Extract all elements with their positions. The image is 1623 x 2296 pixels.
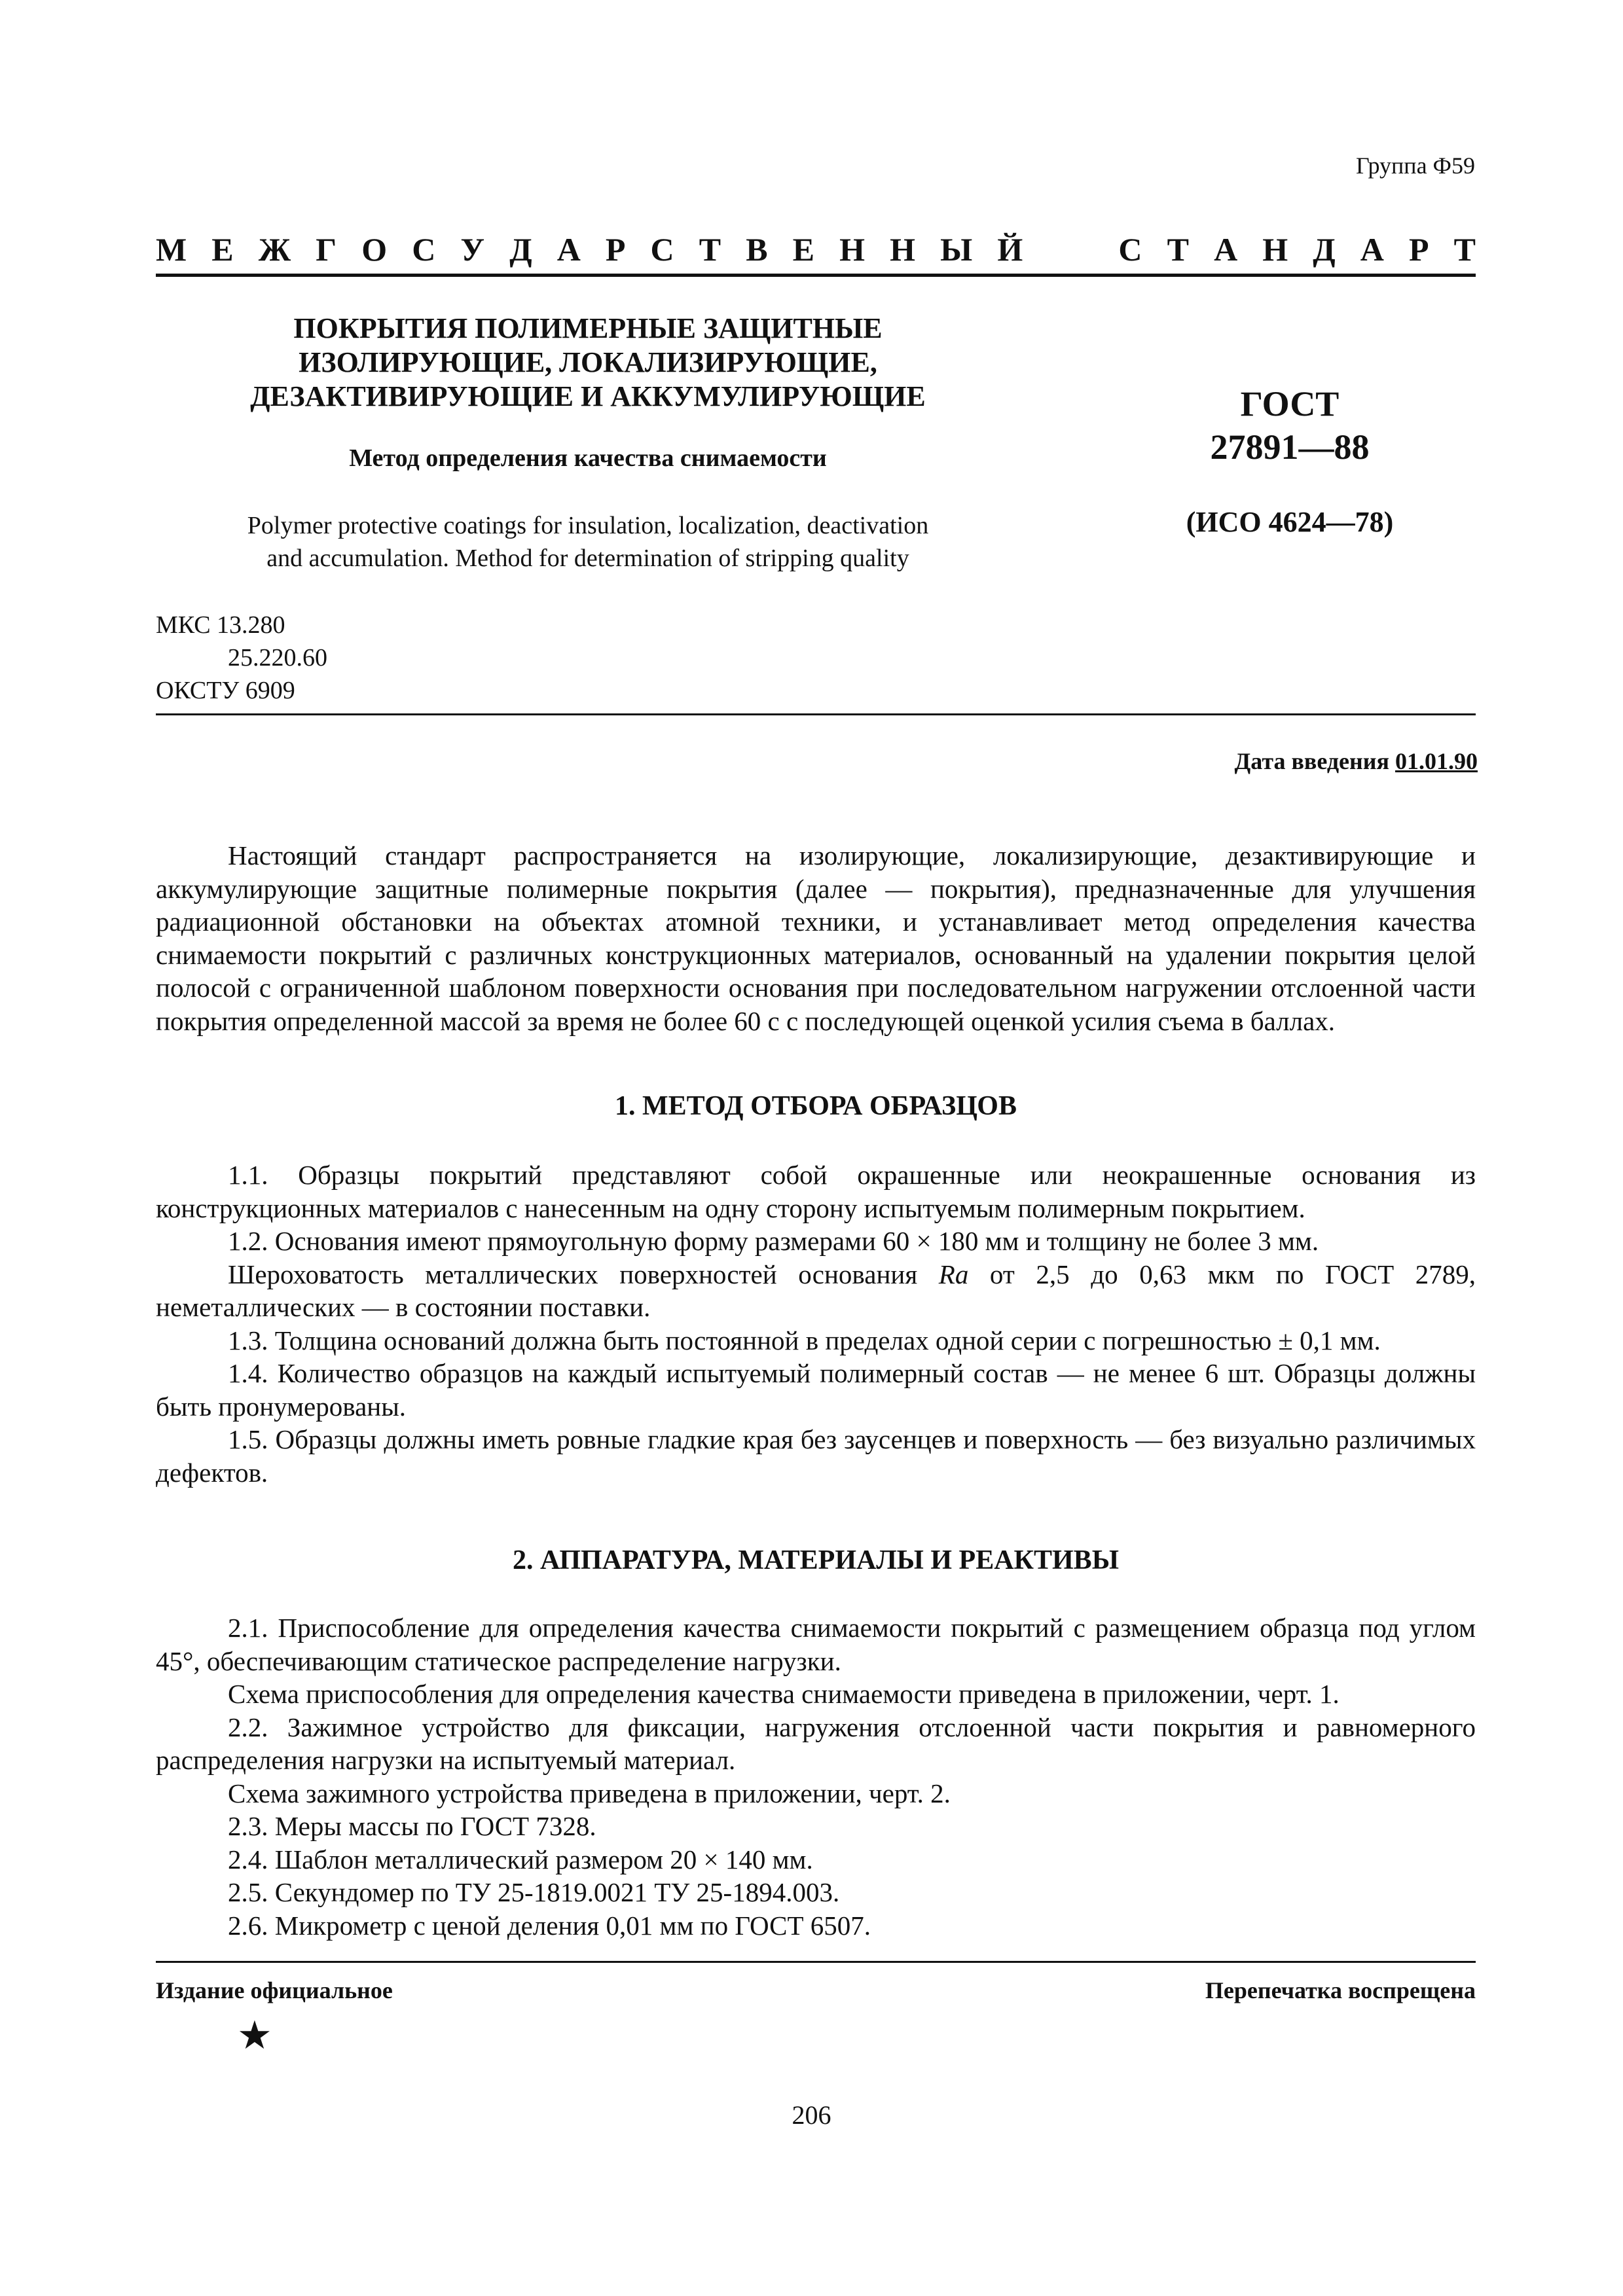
banner-letter: М bbox=[156, 231, 187, 268]
paragraph-2-5: 2.5. Секундомер по ТУ 25-1819.0021 ТУ 25-1894.003. bbox=[228, 1877, 840, 1907]
gost-number: 27891—88 bbox=[1210, 427, 1370, 467]
banner-letter: С bbox=[650, 231, 674, 268]
gost-label: ГОСТ bbox=[1240, 384, 1340, 423]
section-1-heading: 1. МЕТОД ОТБОРА ОБРАЗЦОВ bbox=[614, 1091, 1017, 1121]
paragraph-roughness bbox=[156, 1258, 1476, 1324]
banner-letter: Р bbox=[1408, 231, 1429, 268]
document-title bbox=[156, 312, 1020, 414]
paragraph-1-1: 1.1. Образцы покрытий представляют собой окрашенные или неокрашенные основания из конструкционных материалов с нанесенным на одну сторону испытуемым полимерным покрытием. bbox=[156, 1160, 1476, 1223]
banner-letter: А bbox=[1214, 231, 1238, 268]
banner-letter: Т bbox=[699, 231, 721, 268]
banner-letter: Т bbox=[1453, 231, 1476, 268]
classification-codes bbox=[156, 609, 327, 707]
english-title bbox=[156, 509, 1020, 575]
banner-letter: Е bbox=[211, 231, 234, 268]
paragraph-2-2: 2.2. Зажимное устройство для фиксации, нагружения отслоенной части покрытия и равномерного распределения нагрузки на испытуемый материал. bbox=[156, 1712, 1476, 1775]
paragraph-scheme-2: Схема зажимного устройства приведена в приложении, черт. 2. bbox=[228, 1778, 951, 1808]
section-2-heading: 2. АППАРАТУРА, МАТЕРИАЛЫ И РЕАКТИВЫ bbox=[513, 1545, 1119, 1575]
banner-letter: С bbox=[1118, 231, 1142, 268]
star-icon: ★ bbox=[237, 2014, 272, 2057]
section-2-body bbox=[156, 1611, 1476, 1942]
paragraph-2-6: 2.6. Микрометр с ценой деления 0,01 мм по ГОСТ 6507. bbox=[228, 1910, 871, 1941]
standard-type-banner bbox=[156, 230, 1476, 268]
roughness-text-pre: Шероховатость металлических поверхностей основания bbox=[228, 1259, 939, 1289]
paragraph-scheme-1: Схема приспособления для определения качества снимаемости приведена в приложении, черт. 1. bbox=[228, 1679, 1340, 1709]
method-subtitle: Метод определения качества снимаемости bbox=[349, 444, 827, 472]
header-rule bbox=[156, 274, 1476, 277]
banner-letter: В bbox=[746, 231, 768, 268]
banner-letter: Р bbox=[605, 231, 626, 268]
banner-letter: С bbox=[412, 231, 436, 268]
english-line: Polymer protective coatings for insulation, localization, deactivation bbox=[247, 512, 929, 539]
section-1-body bbox=[156, 1158, 1476, 1489]
ra-symbol: Ra bbox=[938, 1259, 969, 1289]
paragraph-1-2: 1.2. Основания имеют прямоугольную форму размерами 60 × 180 мм и толщину не более 3 мм. bbox=[228, 1226, 1319, 1256]
title-line: ДЕЗАКТИВИРУЮЩИЕ И АККУМУЛИРУЮЩИЕ bbox=[250, 380, 926, 412]
paragraph-1-5: 1.5. Образцы должны иметь ровные гладкие края без заусенцев и поверхность — без визуально различимых дефектов. bbox=[156, 1424, 1476, 1488]
banner-letter: Д bbox=[1313, 231, 1336, 268]
english-line: and accumulation. Method for determination of stripping quality bbox=[266, 545, 909, 572]
banner-letter: О bbox=[361, 231, 388, 268]
group-code: Группа Ф59 bbox=[1355, 152, 1475, 179]
paragraph-1-3: 1.3. Толщина оснований должна быть постоянной в пределах одной серии с погрешностью ± 0,1 мм. bbox=[228, 1325, 1381, 1355]
reprint-prohibited: Перепечатка воспрещена bbox=[1205, 1977, 1476, 2003]
banner-letter: У bbox=[460, 231, 485, 268]
paragraph-1-4: 1.4. Количество образцов на каждый испытуемый полимерный состав — не менее 6 шт. Образцы должны быть пронумерованы. bbox=[156, 1358, 1476, 1422]
intro-paragraph bbox=[156, 839, 1476, 1037]
banner-letter: Н bbox=[839, 231, 866, 268]
paragraph-2-4: 2.4. Шаблон металлический размером 20 × 140 мм. bbox=[228, 1844, 813, 1874]
page-number: 206 bbox=[792, 2100, 831, 2130]
iso-reference: (ИСО 4624—78) bbox=[1186, 506, 1394, 538]
paragraph-2-1: 2.1. Приспособление для определения качества снимаемости покрытий с размещением образца под углом 45°, обеспечивающим статическое распределение нагрузки. bbox=[156, 1613, 1476, 1676]
classification-rule bbox=[156, 713, 1476, 715]
title-line: ПОКРЫТИЯ ПОЛИМЕРНЫЕ ЗАЩИТНЫЕ bbox=[293, 312, 883, 344]
mks-code: 25.220.60 bbox=[228, 644, 327, 672]
date-label: Дата введения bbox=[1234, 748, 1389, 774]
banner-letter: А bbox=[1360, 231, 1384, 268]
roughness-text-post: от 2,5 до 0,63 мкм по ГОСТ 2789, неметаллических — в состоянии поставки. bbox=[156, 1259, 1476, 1322]
official-edition: Издание официальное bbox=[156, 1977, 393, 2003]
banner-letter: Д bbox=[509, 231, 532, 268]
okstu-code: ОКСТУ 6909 bbox=[156, 677, 295, 704]
banner-letter: Т bbox=[1167, 231, 1189, 268]
banner-letter: А bbox=[556, 231, 581, 268]
date-value: 01.01.90 bbox=[1395, 748, 1478, 774]
gost-designation bbox=[1106, 382, 1473, 469]
effective-date bbox=[1235, 747, 1478, 775]
title-line: ИЗОЛИРУЮЩИЕ, ЛОКАЛИЗИРУЮЩИЕ, bbox=[299, 346, 877, 378]
banner-letter: Г bbox=[316, 231, 337, 268]
footer-rule bbox=[156, 1961, 1476, 1963]
mks-code: МКС 13.280 bbox=[156, 611, 285, 639]
banner-letter: Н bbox=[1262, 231, 1288, 268]
banner-letter: Н bbox=[890, 231, 916, 268]
banner-letter: Е bbox=[792, 231, 815, 268]
banner-letter: Ж bbox=[258, 231, 291, 268]
banner-letter: Й bbox=[997, 231, 1023, 268]
banner-letter: Ы bbox=[940, 231, 973, 268]
intro-text: Настоящий стандарт распространяется на изолирующие, локализирующие, дезактивирующие и аккумулирующие защитные полимерные покрытия (далее — покрытия), предназначенные для улучшения радиационной обстановки на объектах атомной техники, и устанавливает метод определения качества снимаемости покрытий с различных конструкционных материалов, основанный на удалении покрытия целой полосой с ограниченной шаблоном поверхности основания при последовательном нагружении отслоенной части покрытия определенной массой за время не более 60 с с последующей оценкой усилия съема в баллах. bbox=[156, 840, 1476, 1036]
paragraph-2-3: 2.3. Меры массы по ГОСТ 7328. bbox=[228, 1811, 596, 1841]
